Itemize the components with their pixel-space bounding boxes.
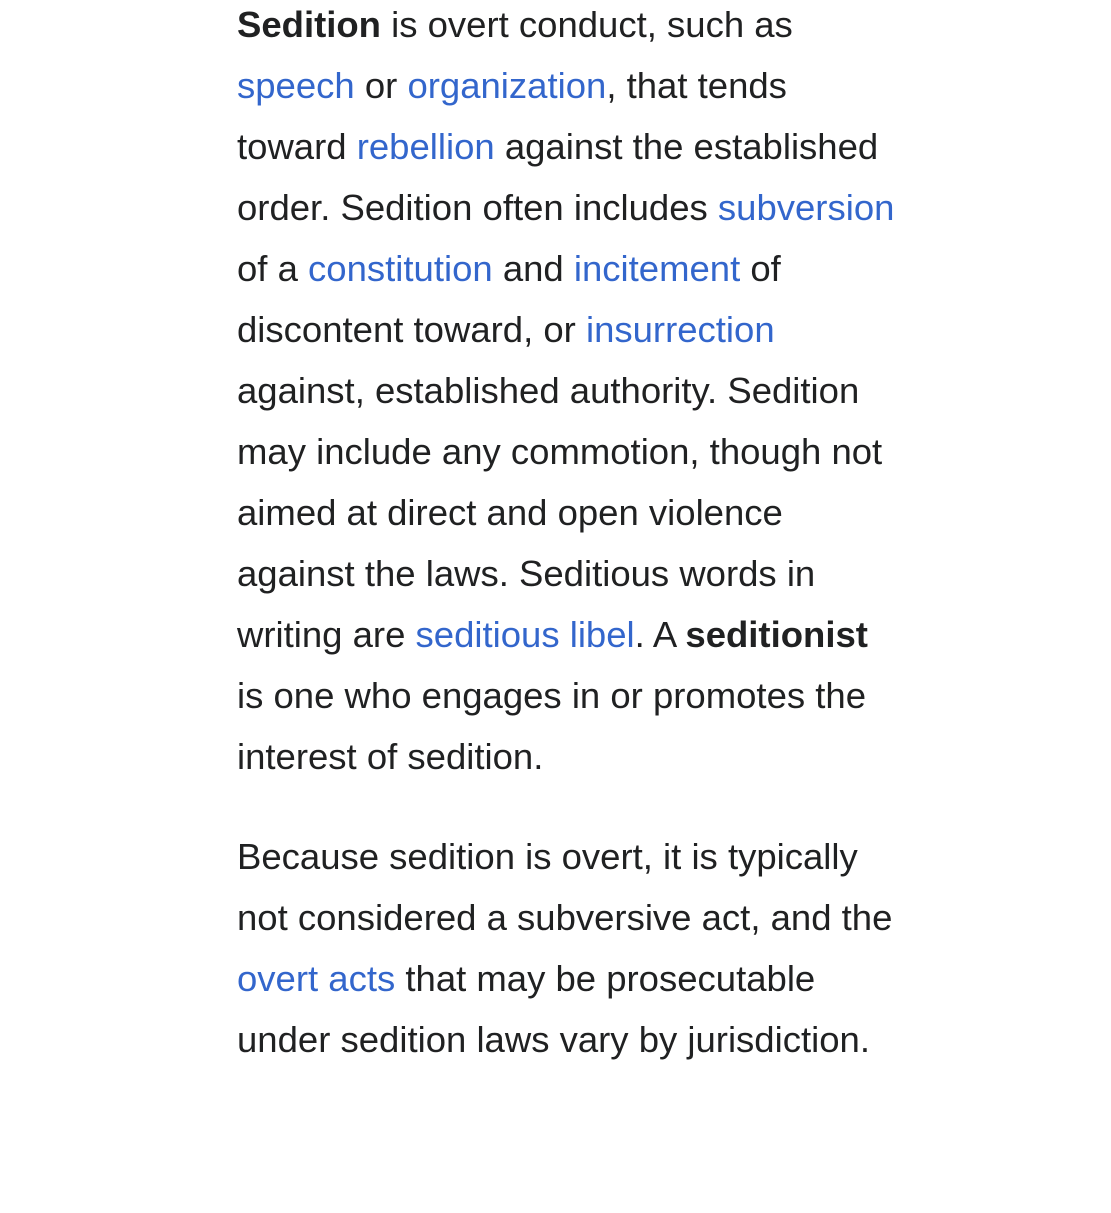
link-rebellion[interactable]: rebellion: [356, 126, 495, 167]
paragraph-intro: [237, 0, 897, 787]
text-segment: or: [354, 65, 408, 106]
text-segment: is one who engages in or promotes the interest of sedition.: [237, 675, 867, 777]
text-segment: that may be prosecutable under sedition laws vary by jurisdiction.: [237, 958, 870, 1060]
link-insurrection[interactable]: insurrection: [585, 309, 775, 350]
text-segment: of discontent toward, or: [237, 248, 781, 350]
link-incitement[interactable]: incitement: [573, 248, 741, 289]
text-segment: , that tends toward: [237, 65, 787, 167]
text-segment: Because sedition is overt, it is typically not considered a subversive act, and the: [237, 836, 893, 938]
link-overt-acts[interactable]: overt acts: [237, 958, 396, 999]
term-seditionist: seditionist: [685, 614, 868, 655]
text-segment: . A: [634, 614, 686, 655]
link-organization[interactable]: organization: [407, 65, 607, 106]
text-segment: and: [492, 248, 574, 289]
link-speech[interactable]: speech: [237, 65, 355, 106]
text-segment: is overt conduct, such as: [380, 4, 793, 45]
term-sedition: Sedition: [237, 4, 381, 45]
paragraph-overt: [237, 826, 897, 1070]
text-segment: of a: [237, 248, 309, 289]
link-subversion[interactable]: subversion: [717, 187, 895, 228]
text-segment: against the established order. Sedition often includes: [237, 126, 879, 228]
article-body: [237, 0, 897, 1070]
text-segment: against, established authority. Sedition may include any commotion, though not aimed at direct and open violence against the laws. Seditious words in writing are: [237, 370, 883, 655]
link-seditious-libel[interactable]: seditious libel: [415, 614, 635, 655]
link-constitution[interactable]: constitution: [308, 248, 493, 289]
